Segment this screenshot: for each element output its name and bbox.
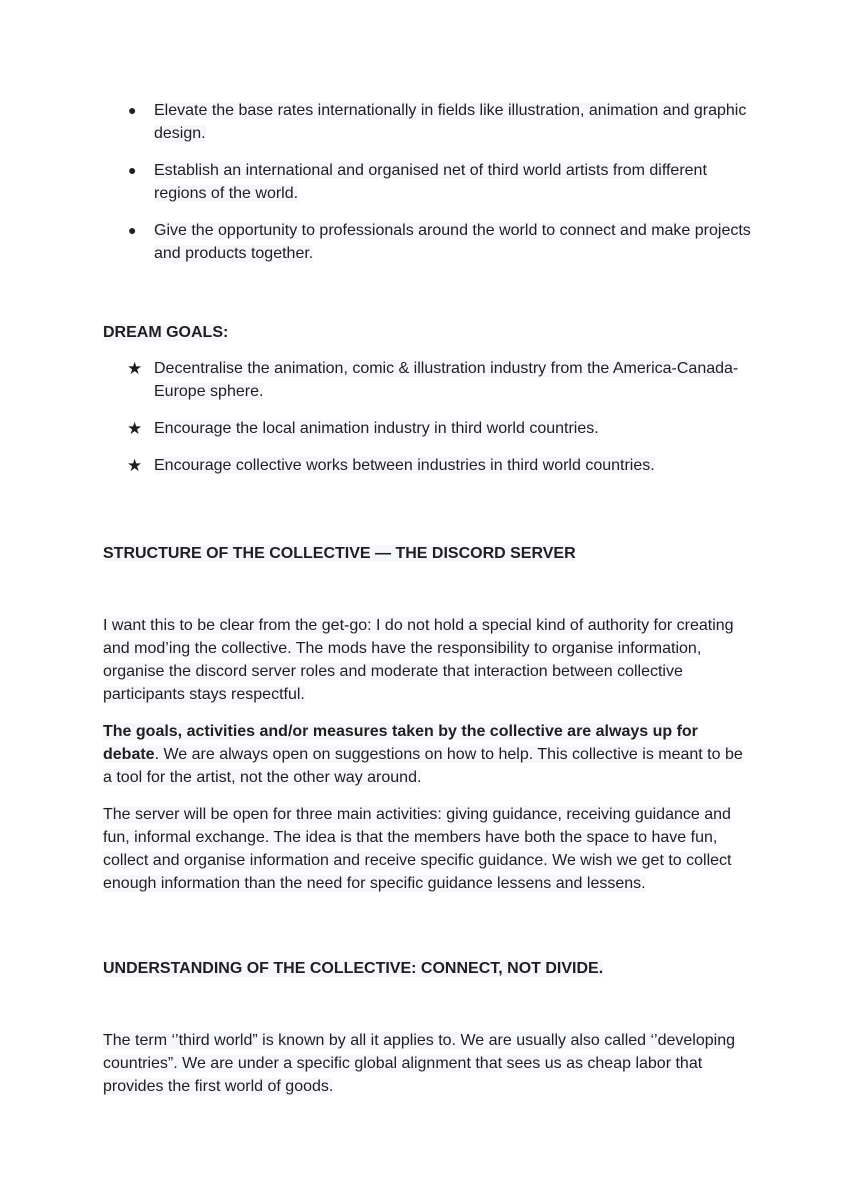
list-item-text: Encourage the local animation industry in third world countries.	[154, 420, 599, 437]
document-page	[103, 99, 753, 1112]
dream-goals-heading: DREAM GOALS:	[103, 324, 229, 341]
structure-paragraph-3: The server will be open for three main activities: giving guidance, receiving guidance and fun, informal exchange. The idea is that the members have both the space to have fun, collect and organise information and receive specific guidance. We wish we get to collect enough information than the need for specific guidance lessens and lessens.	[103, 806, 732, 892]
structure-paragraph-2-bold: The goals, activities and/or measures taken by the collective are always up for debate	[103, 723, 698, 763]
list-item-text: Establish an international and organised net of third world artists from different regions of the world.	[154, 162, 707, 202]
star-icon: ★	[127, 456, 143, 475]
list-item-text: Elevate the base rates internationally in fields like illustration, animation and graphic design.	[154, 102, 747, 142]
list-item-text: Encourage collective works between industries in third world countries.	[154, 457, 655, 474]
bullet-icon: ●	[128, 102, 137, 118]
list-item	[103, 357, 753, 403]
bullet-icon: ●	[128, 162, 137, 178]
list-item-text: Give the opportunity to professionals around the world to connect and make projects and products together.	[154, 222, 751, 262]
list-item	[103, 159, 753, 205]
structure-paragraph-1: I want this to be clear from the get-go: I do not hold a special kind of authority for creating and mod’ing the collective. The mods have the responsibility to organise information, organise the discord server roles and moderate that interaction between collective participants stays respectful.	[103, 617, 734, 703]
star-icon: ★	[127, 419, 143, 438]
structure-paragraph-2-rest: . We are always open on suggestions on how to help. This collective is meant to be a tool for the artist, not the other way around.	[103, 746, 743, 786]
list-item	[103, 454, 753, 477]
dream-goals-list	[103, 357, 753, 477]
structure-heading: STRUCTURE OF THE COLLECTIVE — THE DISCORD SERVER	[103, 545, 576, 562]
structure-paragraph-2	[103, 720, 753, 789]
list-item	[103, 417, 753, 440]
bullet-icon: ●	[128, 222, 137, 238]
list-item-text: Decentralise the animation, comic & illustration industry from the America-Canada-Europe sphere.	[154, 360, 739, 400]
list-item	[103, 99, 753, 145]
understanding-paragraph-1: The term ‘’third world” is known by all it applies to. We are usually also called ‘’developing countries”. We are under a specific global alignment that sees us as cheap labor that provides the first world of goods.	[103, 1032, 735, 1095]
understanding-heading: UNDERSTANDING OF THE COLLECTIVE: CONNECT, NOT DIVIDE.	[103, 960, 604, 977]
intro-bullet-list	[103, 99, 753, 265]
star-icon: ★	[127, 359, 143, 378]
list-item	[103, 219, 753, 265]
